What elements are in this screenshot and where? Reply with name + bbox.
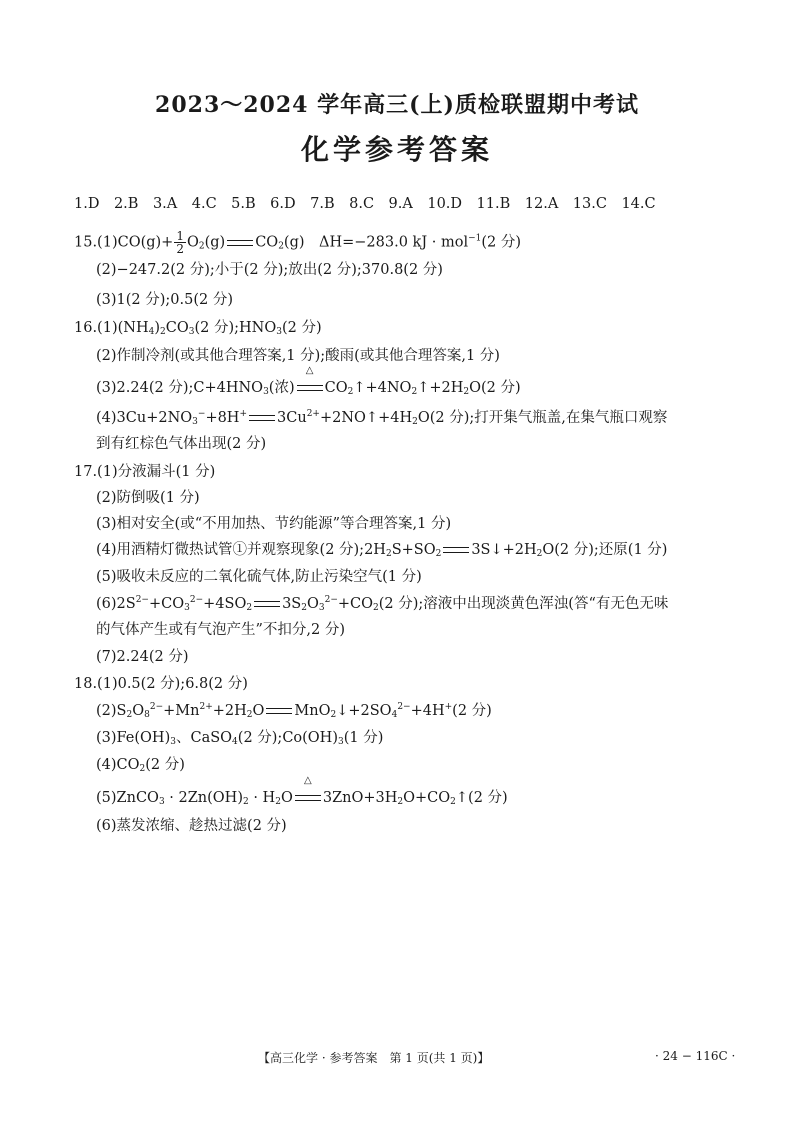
equals-sign xyxy=(254,601,280,607)
equals-sign xyxy=(227,240,253,246)
equals-sign xyxy=(266,708,292,714)
q18-line1: 18.(1)0.5(2 分);6.8(2 分) xyxy=(74,676,248,692)
equals-sign xyxy=(443,547,469,553)
q17-line1: 17.(1)分液漏斗(1 分) xyxy=(74,464,216,480)
q15-line3: (3)1(2 分);0.5(2 分) xyxy=(96,292,234,308)
q17-line4: (4)用酒精灯微热试管①并观察现象(2 分)$;2H_2S+SO_2$ $3S↓+2H_2O(2$ 分);还原(1 分) xyxy=(96,542,668,559)
q17-line7: 的气体产生或有气泡产生”不扣分,2 分) xyxy=(96,622,346,638)
page-footer: 【高三化学 · 参考答案 第 1 页(共 1 页)】 xyxy=(258,1051,490,1065)
exam-title: 2023～2024 学年高三(上)质检联盟期中考试 xyxy=(155,92,639,118)
q18-line5: (5)ZnCO$_3$ · $2Zn(OH)_2 \cdot H_2O$ △ $3ZnO+3H_2O+CO_2↑(2$ 分) xyxy=(96,775,508,807)
q17-line2: (2)防倒吸(1 分) xyxy=(96,490,200,506)
fraction: $\frac{1}{2}$ xyxy=(176,229,184,256)
page-title: 化学参考答案 xyxy=(300,133,493,166)
q18-line3: $(3)Fe(OH)_3$、CaSO$_4$(2 分)$;Co(OH)_3(1$ 分) xyxy=(96,730,384,747)
multiple-choice-answers: 1.D 2.B 3.A 4.C 5.B 6.D 7.B 8.C 9.A 10.D 11.B 12.A 13.C 14.C xyxy=(74,196,656,212)
q17-line3: (3)相对安全(或“不用加热、节约能源”等合理答案,1 分) xyxy=(96,516,452,532)
q16-line5: 到有红棕色气体出现(2 分) xyxy=(96,436,267,452)
q17-line5: (5)吸收未反应的二氧化硫气体,防止污染空气(1 分) xyxy=(96,569,422,585)
q17-line8: (7)2.24(2 分) xyxy=(96,649,189,665)
q15-line1: 15.(1)CO(g)+ $\frac{1}{2}$ $O_2(g)$ $CO_2(g)$ ΔH=−283.0 kJ · mol$^{-1}$(2 分) xyxy=(74,229,522,256)
q16-line1: $16.(1)(NH_4)_2CO_3(2$ 分)$;HNO_3(2$ 分) xyxy=(74,320,322,337)
heating-equals-sign: △ xyxy=(295,378,325,398)
document-code: · 24 − 116C · xyxy=(655,1049,736,1063)
equals-sign xyxy=(249,415,275,421)
q18-line2: $(2)S_2O_8^{2-}+Mn^{2+}+2H_2O$ $MnO_2↓+2SO_4^{2-}+4H^+(2$ 分) xyxy=(96,702,492,720)
q16-line2: (2)作制冷剂(或其他合理答案,1 分);酸雨(或其他合理答案,1 分) xyxy=(96,348,500,364)
q15-line2: (2)−247.2(2 分);小于(2 分);放出(2 分);370.8(2 分) xyxy=(96,262,443,278)
q18-line4: $(4)CO_2(2$ 分) xyxy=(96,757,185,774)
q17-line6: $(6)2S^{2-}+CO_3^{2-}+4SO_2$ $3S_2O_3^{2-}+CO_2(2$ 分);溶液中出现淡黄色浑浊(答“有无色无味 xyxy=(96,595,669,613)
q18-line6: (6)蒸发浓缩、趁热过滤(2 分) xyxy=(96,818,287,834)
q16-line3: (3)2.24(2 分)$;C+4HNO_3$(浓) △ $CO_2↑+4NO_2↑+2H_2O(2$ 分) xyxy=(96,365,521,397)
q16-line4: $(4)3Cu+2NO_3^-+8H^+$ $3Cu^{2+}+2NO↑+4H_2O(2$ 分);打开集气瓶盖,在集气瓶口观察 xyxy=(96,409,668,427)
heating-equals-sign: △ xyxy=(293,788,323,808)
